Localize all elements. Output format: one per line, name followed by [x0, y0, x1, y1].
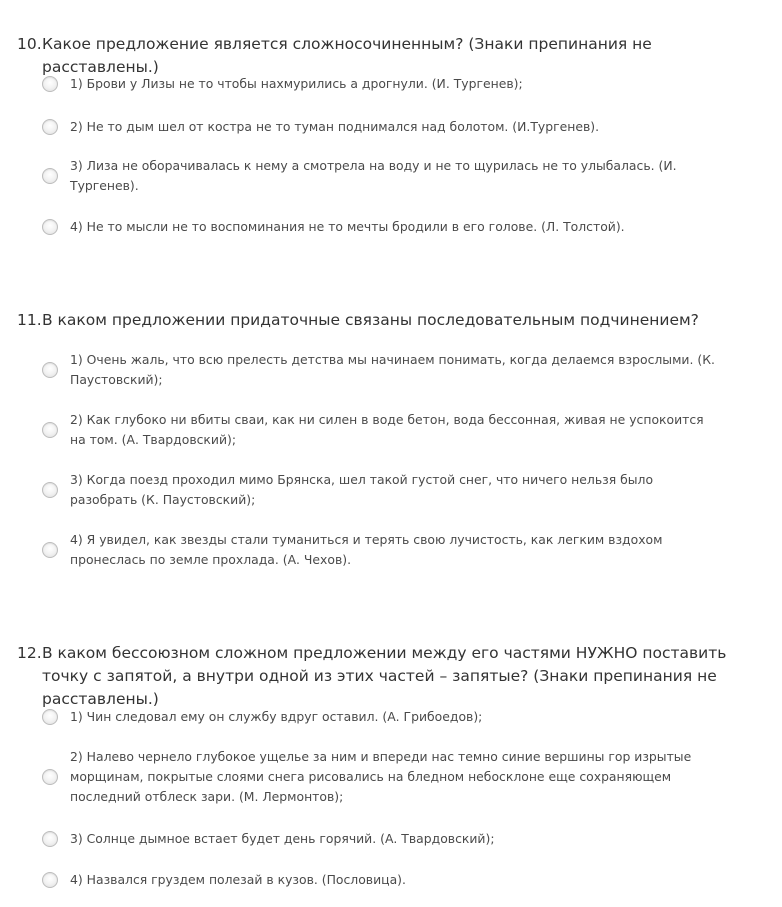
radio-button[interactable] [42, 542, 58, 558]
answer-option[interactable] [42, 707, 722, 727]
radio-button[interactable] [42, 362, 58, 378]
option-label: 1) Очень жаль, что всю прелесть детства мы начинаем понимать, когда делаемся взрослыми. (К. Паустовский); [70, 352, 715, 387]
question-number: 10. [17, 35, 42, 53]
option-label: 3) Когда поезд проходил мимо Брянска, шел такой густой снег, что ничего нельзя было разобрать (К. Паустовский); [70, 472, 654, 507]
answer-option[interactable] [42, 870, 722, 890]
option-label: 1) Брови у Лизы не то чтобы нахмурились а дрогнули. (И. Тургенев); [70, 76, 523, 91]
radio-button[interactable] [42, 76, 58, 92]
answer-option[interactable] [42, 217, 722, 237]
answer-option[interactable] [42, 470, 722, 510]
option-label: 3) Лиза не оборачивалась к нему а смотрела на воду и не то щурилась не то улыбалась. (И. Тургенев). [70, 158, 677, 193]
radio-button[interactable] [42, 168, 58, 184]
answer-option[interactable] [42, 530, 722, 570]
option-label: 4) Я увидел, как звезды стали туманиться и терять свою лучистость, как легким вздохом пронеслась по земле прохлада. (А. Чехов). [70, 532, 663, 567]
question-text: Какое предложение является сложносочиненным? (Знаки препинания не расставлены.) [42, 35, 652, 76]
question-number: 12. [17, 644, 42, 662]
question-number: 11. [17, 311, 42, 329]
radio-button[interactable] [42, 119, 58, 135]
radio-button[interactable] [42, 219, 58, 235]
question-text: В каком предложении придаточные связаны последовательным подчинением? [42, 311, 699, 329]
radio-button[interactable] [42, 872, 58, 888]
radio-button[interactable] [42, 831, 58, 847]
answer-option[interactable] [42, 747, 722, 807]
option-label: 4) Назвался груздем полезай в кузов. (Пословица). [70, 872, 406, 887]
radio-button[interactable] [42, 482, 58, 498]
radio-button[interactable] [42, 769, 58, 785]
option-label: 2) Не то дым шел от костра не то туман поднимался над болотом. (И.Тургенев). [70, 119, 600, 134]
answer-option[interactable] [42, 74, 722, 94]
question-text: В каком бессоюзном сложном предложении между его частями НУЖНО поставить точку с запятой, а внутри одной из этих частей – запятые? (Знаки препинания не расставлены.) [42, 644, 727, 708]
option-label: 1) Чин следовал ему он службу вдруг оставил. (А. Грибоедов); [70, 709, 483, 724]
option-label: 4) Не то мысли не то воспоминания не то мечты бродили в его голове. (Л. Толстой). [70, 219, 625, 234]
answer-option[interactable] [42, 410, 722, 450]
radio-button[interactable] [42, 422, 58, 438]
option-label: 3) Солнце дымное встает будет день горячий. (А. Твардовский); [70, 831, 495, 846]
answer-option[interactable] [42, 350, 722, 390]
option-label: 2) Как глубоко ни вбиты сваи, как ни силен в воде бетон, вода бессонная, живая не успокоится на том. (А. Твардовский); [70, 412, 704, 447]
radio-button[interactable] [42, 709, 58, 725]
option-label: 2) Налево чернело глубокое ущелье за ним и впереди нас темно синие вершины гор изрытые морщинам, покрытые слоями снега рисовались на бледном небосклоне еще сохраняющем последний отблеск зари. (М. Лермонтов); [70, 749, 692, 804]
answer-option[interactable] [42, 829, 722, 849]
question-title [17, 33, 767, 79]
question-title [17, 642, 767, 711]
answer-option[interactable] [42, 117, 722, 137]
answer-option[interactable] [42, 156, 722, 196]
question-title [17, 309, 767, 332]
